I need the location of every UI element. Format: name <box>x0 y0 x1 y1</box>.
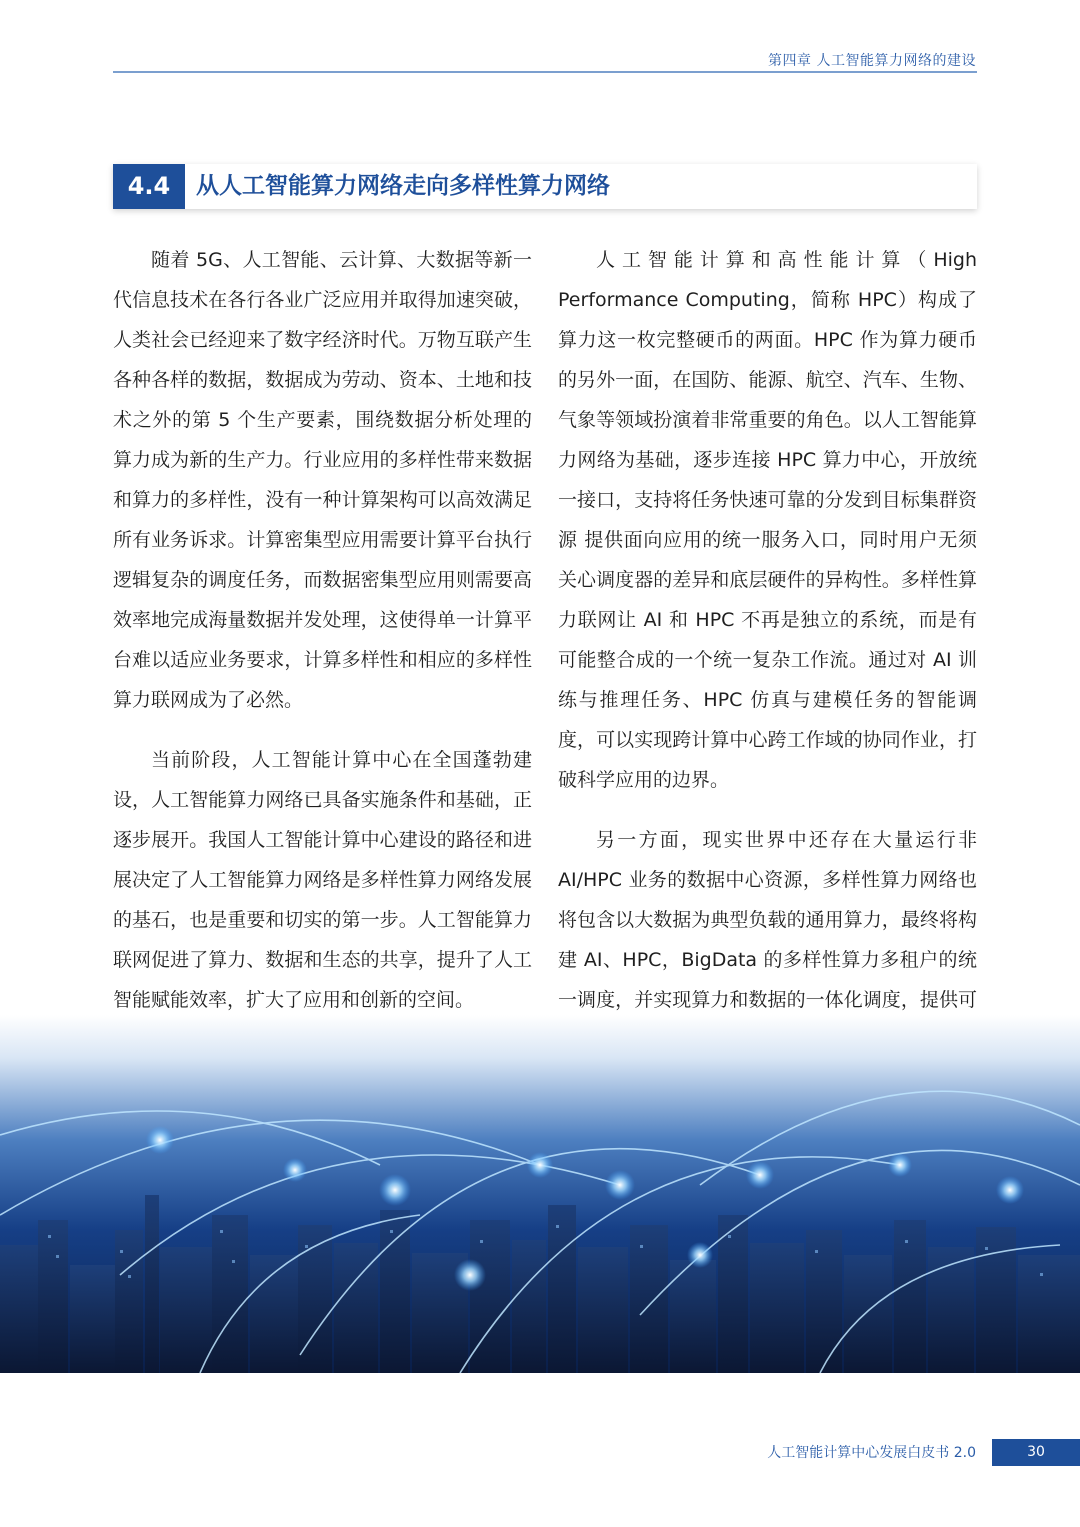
cityscape-illustration <box>0 1015 1080 1373</box>
running-header-chapter: 第四章 人工智能算力网络的建设 <box>768 53 976 69</box>
section-number: 4.4 <box>113 164 185 209</box>
right-paragraph-1: 人工智能计算和高性能计算（High Performance Computing，简称 HPC）构成了算力这一枚完整硬币的两面。HPC 作为算力硬币的另外一面，在国防、能源、航空、汽车、生物、气象等领域扮演着非常重要的角色。以人工智能算力网络为基础，逐步连接 HPC 算力中心，开放统一接口，支持将任务快速可靠的分发到目标集群资源 提供面向应用的统一服务入口，同时用户无须关心调度器的差异和底层硬件的异构性。多样性算力联网让 AI 和 HPC 不再是独立的系统，而是有可能整合成的一个统一复杂工作流。通过对 AI 训练与推理任务、HPC 仿真与建模任务的智能调度，可以实现跨计算中心跨工作域的协同作业，打破科学应用的边界。 <box>558 249 977 791</box>
left-column <box>113 240 532 1040</box>
header-rule <box>113 71 977 73</box>
right-column <box>558 240 977 1080</box>
network-cityscape-image <box>0 1015 1080 1373</box>
section-title: 从人工智能算力网络走向多样性算力网络 <box>196 173 610 199</box>
footer-document-title: 人工智能计算中心发展白皮书 2.0 <box>767 1445 976 1461</box>
page-number: 30 <box>992 1439 1080 1466</box>
left-paragraph-2: 当前阶段，人工智能计算中心在全国蓬勃建设，人工智能算力网络已具备实施条件和基础，正逐步展开。我国人工智能计算中心建设的路径和进展决定了人工智能算力网络是多样性算力网络发展的基石，也是重要和切实的第一步。人工智能算力联网促进了算力、数据和生态的共享，提升了人工智能赋能效率，扩大了应用和创新的空间。 <box>113 749 532 1011</box>
left-paragraph-1: 随着 5G、人工智能、云计算、大数据等新一代信息技术在各行各业广泛应用并取得加速突破，人类社会已经迎来了数字经济时代。万物互联产生各种各样的数据，数据成为劳动、资本、土地和技术之外的第 5 个生产要素，围绕数据分析处理的算力成为新的生产力。行业应用的多样性带来数据和算力的多样性，没有一种计算架构可以高效满足所有业务诉求。计算密集型应用需要计算平台执行逻辑复杂的调度任务，而数据密集型应用则需要高效率地完成海量数据并发处理，这使得单一计算平台难以适应业务要求，计算多样性和相应的多样性算力联网成为了必然。 <box>113 249 532 711</box>
section-heading-bar <box>113 164 977 209</box>
right-paragraph-2: 另一方面，现实世界中还存在大量运行非 AI/HPC 业务的数据中心资源，多样性算力网络也将包含以大数据为典型负载的通用算力，最终将构建 AI、HPC，BigData 的多样性算力多租户的统一调度，并实现算力和数据的一体化调度，提供可 <box>558 829 977 1011</box>
